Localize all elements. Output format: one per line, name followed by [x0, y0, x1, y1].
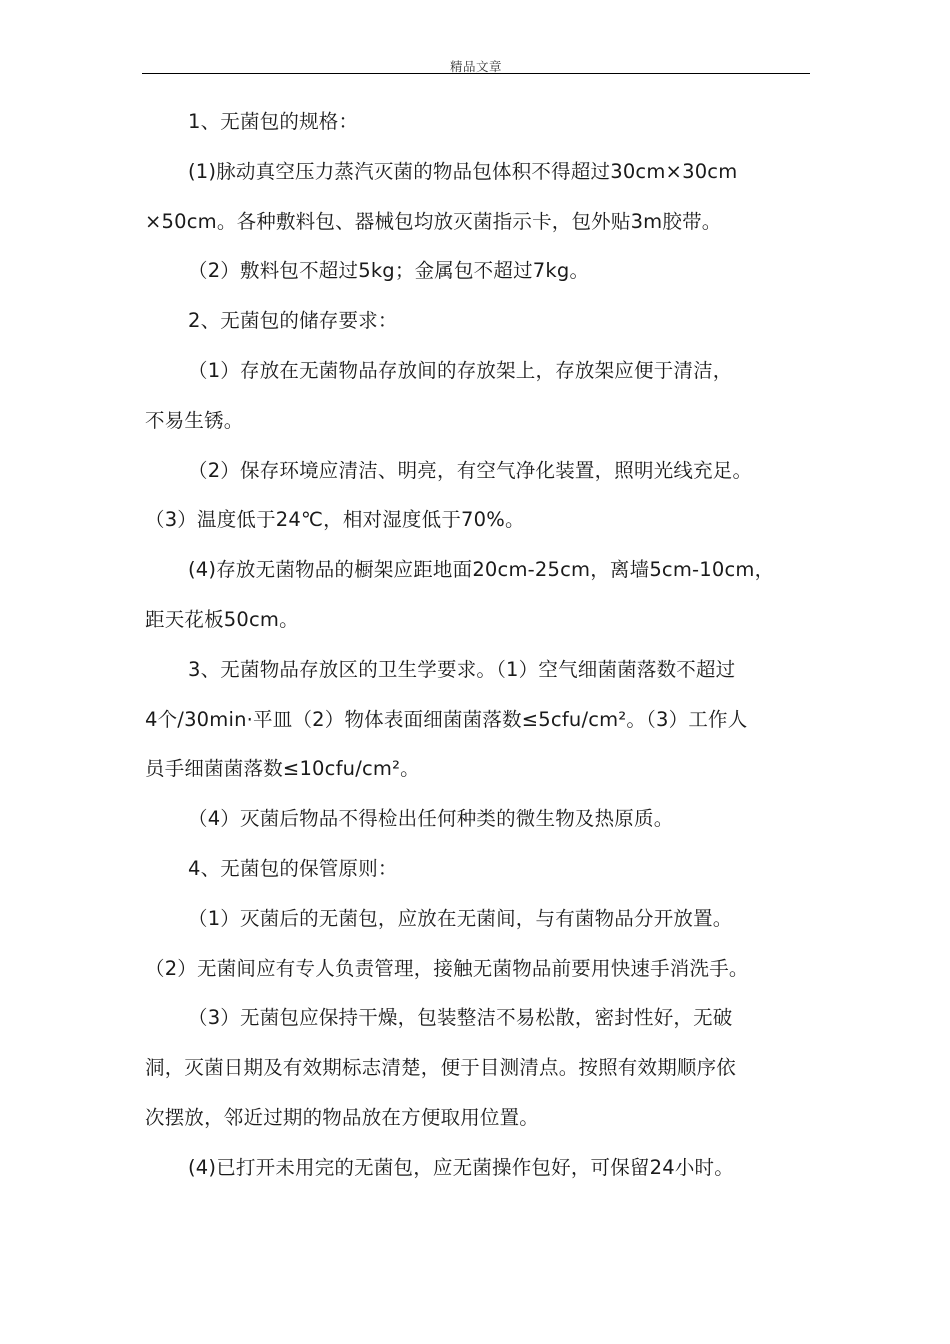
text-line: （1）灭菌后的无菌包，应放在无菌间，与有菌物品分开放置。	[188, 906, 733, 930]
text-line: (4)已打开未用完的无菌包，应无菌操作包好，可保留24小时。	[188, 1155, 734, 1179]
text-line: （4）灭菌后物品不得检出任何种类的微生物及热原质。	[188, 807, 674, 831]
text-line: (1)脉动真空压力蒸汽灭菌的物品包体积不得超过30cm×30cm	[188, 159, 738, 183]
text-line: 不易生锈。	[145, 408, 244, 432]
text-line: 2、无菌包的储存要求：	[188, 309, 398, 333]
page-header	[142, 56, 810, 74]
text-line: （2）保存环境应清洁、明亮，有空气净化装置，照明光线充足。	[188, 458, 753, 482]
text-line: （3）无菌包应保持干燥，包装整洁不易松散，密封性好，无破	[188, 1006, 733, 1030]
text-line: ×50cm。各种敷料包、器械包均放灭菌指示卡，包外贴3m胶带。	[145, 209, 722, 233]
text-line: 员手细菌菌落数≤10cfu/cm²。	[145, 757, 420, 781]
text-line: 4、无菌包的保管原则：	[188, 856, 398, 880]
text-line: 1、无菌包的规格：	[188, 110, 359, 133]
text-line: (4)存放无菌物品的橱架应距地面20cm-25cm，离墙5cm-10cm，	[188, 558, 775, 582]
text-line: 次摆放，邻近过期的物品放在方便取用位置。	[145, 1105, 540, 1129]
text-line: （1）存放在无菌物品存放间的存放架上，存放架应便于清洁，	[188, 358, 733, 382]
text-line: 距天花板50cm。	[145, 607, 299, 631]
document-body	[145, 97, 821, 1193]
text-line: 4个/30min·平皿（2）物体表面细菌菌落数≤5cfu/cm²。（3）工作人	[145, 707, 748, 731]
text-line: （2）敷料包不超过5kg；金属包不超过7kg。	[188, 259, 590, 283]
text-line: 洞，灭菌日期及有效期标志清楚，便于目测清点。按照有效期顺序依	[145, 1056, 737, 1080]
text-line: （3）温度低于24℃，相对湿度低于70%。	[145, 508, 525, 532]
text-line: （2）无菌间应有专人负责管理，接触无菌物品前要用快速手消洗手。	[145, 956, 749, 980]
text-line: 3、无菌物品存放区的卫生学要求。（1）空气细菌菌落数不超过	[188, 657, 736, 681]
header-title: 精品文章	[449, 59, 502, 74]
